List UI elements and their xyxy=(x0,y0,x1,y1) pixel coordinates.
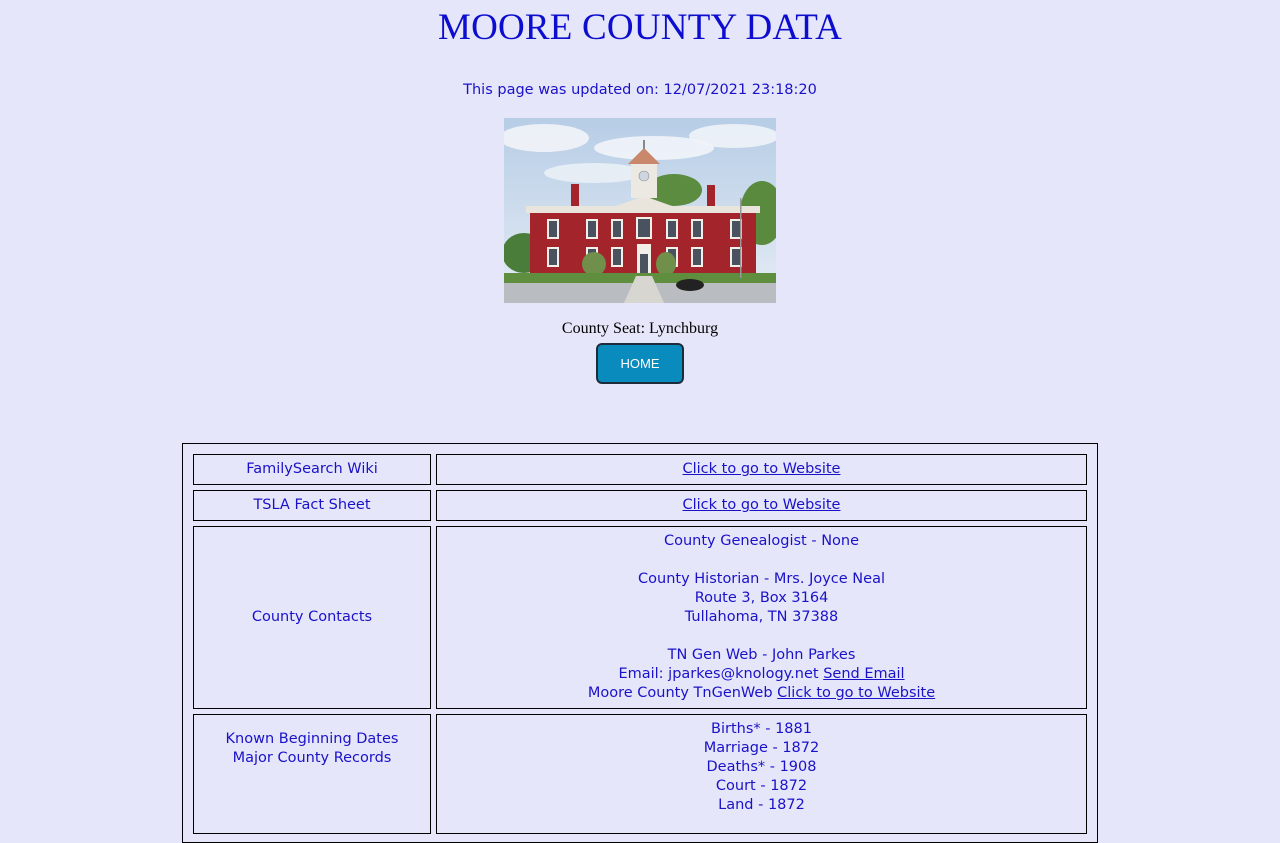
records-label-line1: Known Beginning Dates xyxy=(225,731,399,747)
tsla-website-link[interactable]: Click to go to Website xyxy=(682,497,841,513)
record-land: Land - 1872 xyxy=(718,797,805,813)
record-births: Births* - 1881 xyxy=(711,721,812,737)
email-line xyxy=(618,665,904,684)
historian-text: County Historian - Mrs. Joyce Neal xyxy=(638,571,885,587)
record-marriage: Marriage - 1872 xyxy=(703,740,820,756)
row-label-records xyxy=(193,714,431,834)
tsla-label: TSLA Fact Sheet xyxy=(253,497,371,513)
row-label-contacts xyxy=(193,526,431,709)
courthouse-photo xyxy=(504,118,776,303)
historian-address-line2: Tullahoma, TN 37388 xyxy=(684,609,839,625)
familysearch-website-link[interactable]: Click to go to Website xyxy=(682,461,841,477)
record-court: Court - 1872 xyxy=(715,778,808,794)
county-seat: County Seat: Lynchburg xyxy=(561,320,719,337)
courthouse-image-icon xyxy=(504,118,776,303)
home-button[interactable]: HOME xyxy=(596,343,684,384)
row-value-contacts xyxy=(436,526,1087,709)
tngenweb-site-label: Moore County TnGenWeb xyxy=(587,685,773,701)
send-email-link[interactable]: Send Email xyxy=(823,666,905,682)
tngenweb-site-line xyxy=(588,684,935,703)
tngenweb-text: TN Gen Web - John Parkes xyxy=(667,647,856,663)
record-deaths: Deaths* - 1908 xyxy=(706,759,817,775)
email-address: Email: jparkes@knology.net xyxy=(618,666,819,682)
contacts-label: County Contacts xyxy=(251,609,373,625)
page-title: MOORE COUNTY DATA xyxy=(437,7,842,48)
familysearch-label: FamilySearch Wiki xyxy=(246,461,378,477)
tngenweb-website-link[interactable]: Click to go to Website xyxy=(777,685,936,701)
row-value-tsla xyxy=(436,490,1087,521)
updated-timestamp: This page was updated on: 12/07/2021 23:18:20 xyxy=(463,82,817,98)
records-label-line2: Major County Records xyxy=(232,750,392,766)
row-value-records xyxy=(436,714,1087,834)
row-value-familysearch xyxy=(436,454,1087,485)
row-label-familysearch xyxy=(193,454,431,485)
historian-address-line1: Route 3, Box 3164 xyxy=(694,590,829,606)
row-label-tsla xyxy=(193,490,431,521)
genealogist-text: County Genealogist - None xyxy=(663,533,860,549)
